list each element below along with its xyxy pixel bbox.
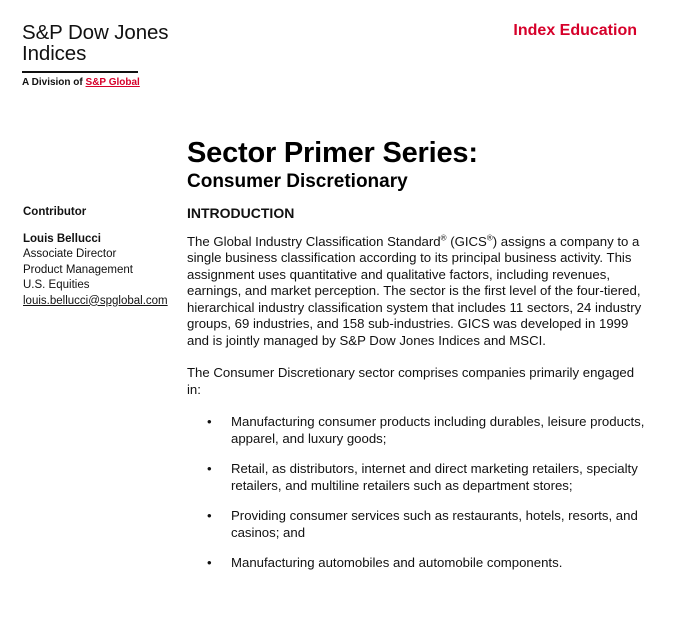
logo-line-1: S&P Dow Jones — [22, 21, 169, 44]
list-item: • Providing consumer services such as restaurants, hotels, resorts, and casinos; and — [207, 508, 638, 540]
logo-divider — [22, 71, 138, 73]
division-brand: S&P Global — [85, 76, 140, 88]
logo-line-2: Indices — [22, 42, 87, 65]
intro-paragraph: The Global Industry Classification Standard® (GICS®) assigns a company to a single business classification according to its principal business activity. This assignment uses quantitative and qualitative factors, including revenues, earnings, and market perception. The sector is the first level of the four-tiered, hierarchical industry classification system that includes 11 sectors, 24 industry groups, 69 industries, and 158 sub-industries. GICS was developed in 1999 and is jointly managed by S&P Dow Jones Indices and MSCI. — [187, 233, 642, 348]
bullet-icon: • — [207, 555, 212, 570]
main-content — [187, 205, 647, 586]
contributor-role-3: U.S. Equities — [23, 279, 90, 291]
company-logo — [22, 22, 168, 88]
section-heading: INTRODUCTION — [187, 205, 295, 221]
list-item: • Manufacturing automobiles and automobile components. — [207, 555, 563, 570]
contributor-sidebar — [23, 205, 173, 309]
bullet-icon: • — [207, 508, 212, 523]
contributor-name: Louis Bellucci — [23, 232, 101, 245]
contributor-role-1: Associate Director — [23, 248, 117, 260]
division-prefix: A Division of — [22, 76, 83, 88]
section-label: Index Education — [513, 22, 637, 39]
sector-paragraph: The Consumer Discretionary sector comprises companies primarily engaged in: — [187, 365, 635, 397]
list-item: • Manufacturing consumer products including durables, leisure products, apparel, and luxury goods; — [207, 414, 645, 446]
contributor-role-2: Product Management — [23, 263, 133, 276]
logo-division — [22, 77, 168, 88]
contributor-label: Contributor — [23, 206, 87, 218]
bullet-icon: • — [207, 414, 212, 429]
contributor-email-link[interactable]: louis.bellucci@spglobal.com — [23, 294, 168, 307]
sector-activities-list — [187, 414, 647, 572]
document-title-block — [187, 136, 478, 193]
bullet-icon: • — [207, 461, 212, 476]
document-subtitle: Consumer Discretionary — [187, 171, 408, 192]
list-item: • Retail, as distributors, internet and direct marketing retailers, specialty retailers, and multiline retailers such as department stores; — [207, 461, 638, 493]
document-title: Sector Primer Series: — [187, 137, 478, 169]
